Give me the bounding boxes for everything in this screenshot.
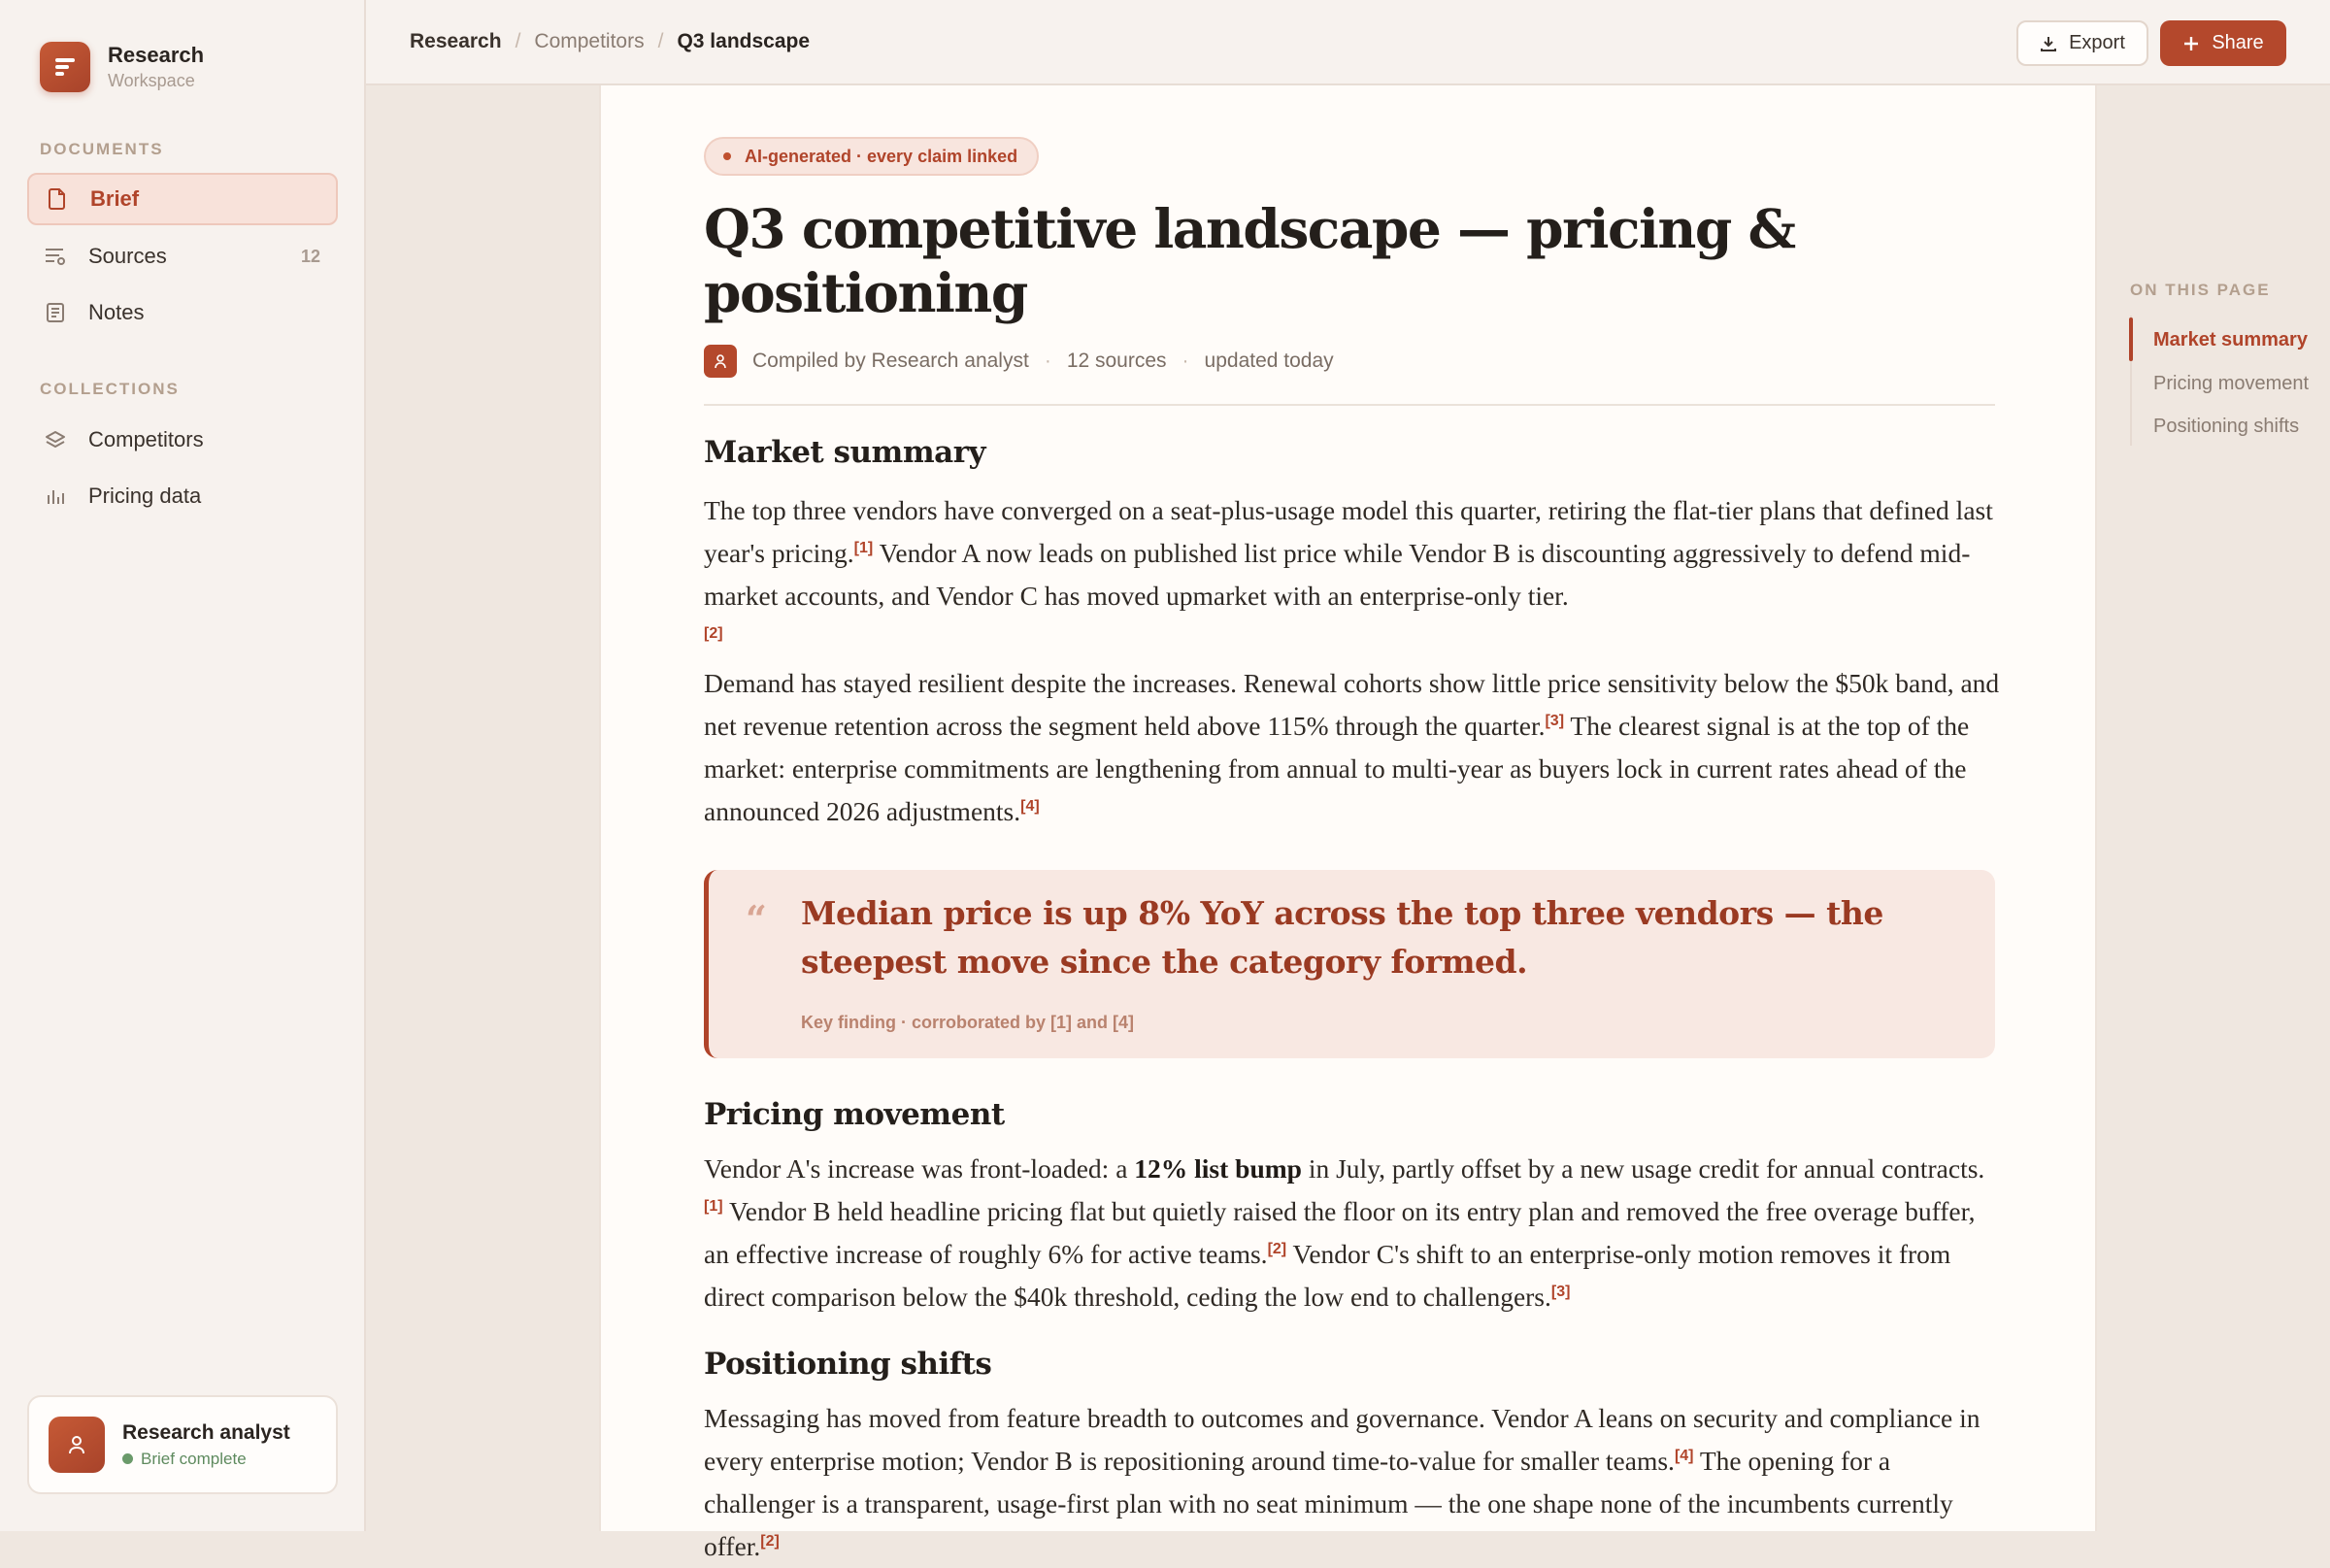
section-heading-positioning-shifts: Positioning shifts: [704, 1347, 992, 1382]
divider: [704, 404, 1995, 406]
toc-item-market-summary[interactable]: Market summary: [2153, 329, 2308, 350]
breadcrumb: [410, 30, 810, 53]
sidebar-item-brief[interactable]: [27, 173, 338, 225]
paragraph-market-summary-2: Demand has stayed resilient despite the increases. Renewal cohorts show little price sensitivity below the $50k band, and net revenue retention across the segment held above 115% through the quarter.[3] The clearest signal is at the top of the market: enterprise commitments are lengthening from annual to multi-year as buyers lock in current rates ahead of the announced 2026 adjustments.[4]: [704, 668, 2000, 826]
user-icon: [704, 345, 737, 378]
sidebar-item-sources[interactable]: [27, 230, 338, 283]
document: [599, 85, 2097, 1561]
byline-sources[interactable]: 12 sources: [1066, 350, 1167, 372]
breadcrumb-separator: /: [515, 30, 521, 52]
section-heading-market-summary: Market summary: [704, 435, 986, 470]
breadcrumb-research[interactable]: Research: [410, 30, 502, 52]
toc-item-positioning-shifts[interactable]: Positioning shifts: [2153, 416, 2300, 437]
byline-separator: ·: [1182, 350, 1189, 372]
toc-active-indicator: [2129, 317, 2133, 361]
brand-subtitle: Workspace: [108, 71, 195, 90]
byline: [704, 345, 1334, 378]
list-icon: [45, 246, 66, 267]
sidebar-item-competitors[interactable]: [27, 414, 338, 466]
layers-icon: [45, 429, 66, 450]
breadcrumb-current: Q3 landscape: [677, 30, 811, 52]
badge-label: AI-generated · every claim linked: [745, 146, 1018, 166]
breadcrumb-separator: /: [657, 30, 664, 52]
toc-item-pricing-movement[interactable]: Pricing movement: [2153, 373, 2310, 394]
sidebar-item-label: Notes: [88, 300, 145, 324]
callout-caption: Key finding · corroborated by [1] and [4]: [801, 1013, 1135, 1032]
section-label-collections: COLLECTIONS: [40, 380, 180, 398]
brand-logo-icon: [40, 42, 90, 92]
citation-link[interactable]: [1]: [704, 1198, 723, 1215]
section-label-documents: DOCUMENTS: [40, 140, 164, 158]
file-icon: [47, 188, 68, 210]
analyst-card[interactable]: [27, 1395, 338, 1494]
analyst-status-text: Brief complete: [141, 1449, 247, 1468]
sidebar-item-label: Sources: [88, 244, 167, 268]
sidebar: [0, 0, 366, 1531]
bar-chart-icon: [45, 485, 66, 507]
citation-link[interactable]: [4]: [1020, 798, 1040, 815]
citation-link[interactable]: [2]: [704, 625, 723, 642]
sidebar-item-notes[interactable]: [27, 286, 338, 339]
notes-icon: [45, 302, 66, 323]
brand[interactable]: [40, 42, 204, 92]
quote-icon: “: [746, 897, 767, 941]
key-finding-callout: [704, 870, 1995, 1058]
citation-link[interactable]: [3]: [1545, 713, 1565, 729]
citation-link[interactable]: [2]: [1267, 1241, 1287, 1257]
export-button[interactable]: [2016, 20, 2148, 66]
download-icon: [2040, 35, 2057, 52]
callout-quote: Median price is up 8% YoY across the top three vendors — the steepest move since the category formed.: [801, 894, 1883, 981]
sidebar-item-label: Brief: [90, 186, 140, 211]
sources-count-badge: 12: [300, 246, 320, 266]
topbar: [366, 0, 2330, 85]
byline-updated: updated today: [1204, 350, 1334, 372]
toc-label: ON THIS PAGE: [2130, 281, 2271, 299]
badge-dot-icon: [723, 152, 731, 160]
ai-generated-badge: [704, 137, 1039, 176]
page-title: Q3 competitive landscape — pricing & positioning: [704, 197, 1795, 324]
breadcrumb-competitors[interactable]: Competitors: [534, 30, 645, 52]
paragraph-positioning-shifts: Messaging has moved from feature breadth to outcomes and governance. Vendor A leans on security and compliance in every enterprise motion; Vendor B is repositioning around time-to-value for smaller teams.[4] The opening for a challenger is a transparent, usage-first plan with no seat minimum — the one shape none of the incumbents currently offer.[2]: [704, 1403, 1980, 1561]
byline-separator: ·: [1044, 350, 1051, 372]
brand-title: Research: [108, 43, 205, 67]
sidebar-item-label: Pricing data: [88, 484, 202, 508]
analyst-name: Research analyst: [122, 1420, 290, 1444]
analyst-status: [122, 1450, 290, 1469]
status-dot-icon: [122, 1453, 133, 1464]
citation-link[interactable]: [4]: [1674, 1448, 1694, 1464]
plus-icon: [2182, 35, 2200, 52]
user-icon: [49, 1417, 105, 1473]
sidebar-item-label: Competitors: [88, 427, 204, 451]
share-button[interactable]: [2160, 20, 2286, 66]
sidebar-item-pricing-data[interactable]: [27, 470, 338, 522]
share-label: Share: [2212, 32, 2264, 53]
paragraph-market-summary-1: The top three vendors have converged on a seat-plus-usage model this quarter, retiring the flat-tier plans that defined last year's pricing.[1] Vendor A now leads on published list price while Vendor B is discounting aggressively to defend mid-market accounts, and Vendor C has moved upmarket with an enterprise-only tier. [2]: [704, 495, 1993, 642]
export-label: Export: [2069, 32, 2125, 53]
section-heading-pricing-movement: Pricing movement: [704, 1097, 1005, 1132]
citation-link[interactable]: [2]: [760, 1533, 780, 1550]
citation-link[interactable]: [1]: [853, 540, 874, 556]
byline-author: Compiled by Research analyst: [752, 350, 1029, 372]
paragraph-pricing-movement: Vendor A's increase was front-loaded: a 12% list bump in July, partly offset by a new usage credit for annual contracts.[1] Vendor B held headline pricing flat but quietly raised the floor on its entry plan and removed the free overage buffer, an effective increase of roughly 6% for active teams.[2] Vendor C's shift to an enterprise-only motion removes it from direct comparison below the $40k threshold, ceding the low end to challengers.[3]: [704, 1153, 1985, 1312]
citation-link[interactable]: [3]: [1550, 1284, 1571, 1300]
